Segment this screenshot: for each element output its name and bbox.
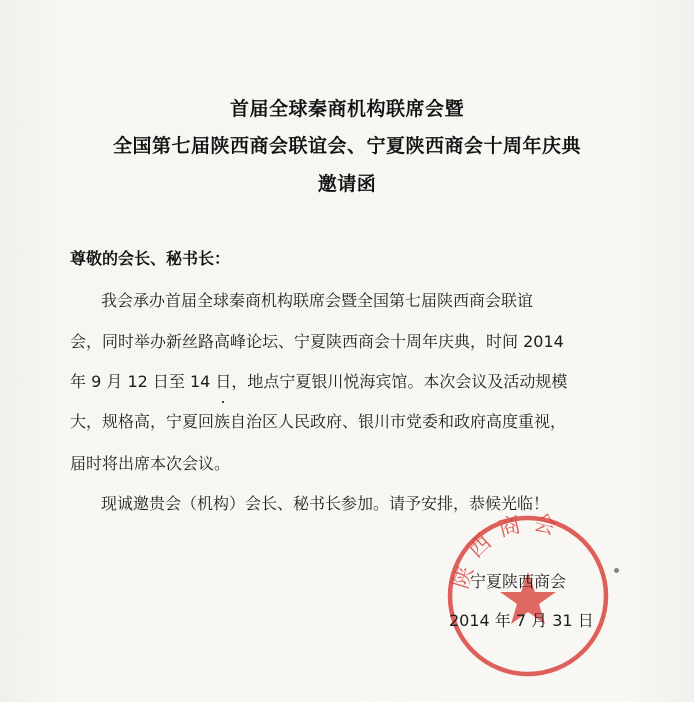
official-seal-stamp bbox=[442, 510, 614, 682]
signature-organization: 宁夏陕西商会 bbox=[470, 572, 567, 591]
paragraph-1-line-1: 我会承办首届全球秦商机构联席会暨全国第七届陕西商会联谊 bbox=[101, 291, 534, 310]
paragraph-1-line-3: 年 9 月 12 日至 14 日，地点宁夏银川悦海宾馆。本次会议及活动规模 bbox=[70, 372, 568, 391]
salutation: 尊敬的会长、秘书长： bbox=[70, 249, 231, 268]
ink-dot bbox=[222, 401, 224, 403]
title-line-1: 首届全球秦商机构联席会暨 bbox=[229, 98, 464, 120]
paragraph-2: 现诚邀贵会（机构）会长、秘书长参加。请予安排，恭候光临！ bbox=[101, 494, 550, 513]
paper-speck bbox=[614, 568, 619, 573]
paragraph-1-line-2: 会，同时举办新丝路高峰论坛、宁夏陕西商会十周年庆典，时间 2014 bbox=[70, 332, 564, 351]
paragraph-1-line-4: 大，规格高，宁夏回族自治区人民政府、银川市党委和政府高度重视， bbox=[70, 412, 567, 431]
title-line-3: 邀请函 bbox=[317, 173, 377, 195]
svg-text:陕西商会: 陕西商会 bbox=[448, 510, 569, 592]
title-line-2: 全国第七届陕西商会联谊会、宁夏陕西商会十周年庆典 bbox=[112, 135, 581, 157]
signature-date: 2014 年 7 月 31 日 bbox=[449, 611, 594, 630]
paragraph-1-line-5: 届时将出席本次会议。 bbox=[70, 454, 231, 473]
